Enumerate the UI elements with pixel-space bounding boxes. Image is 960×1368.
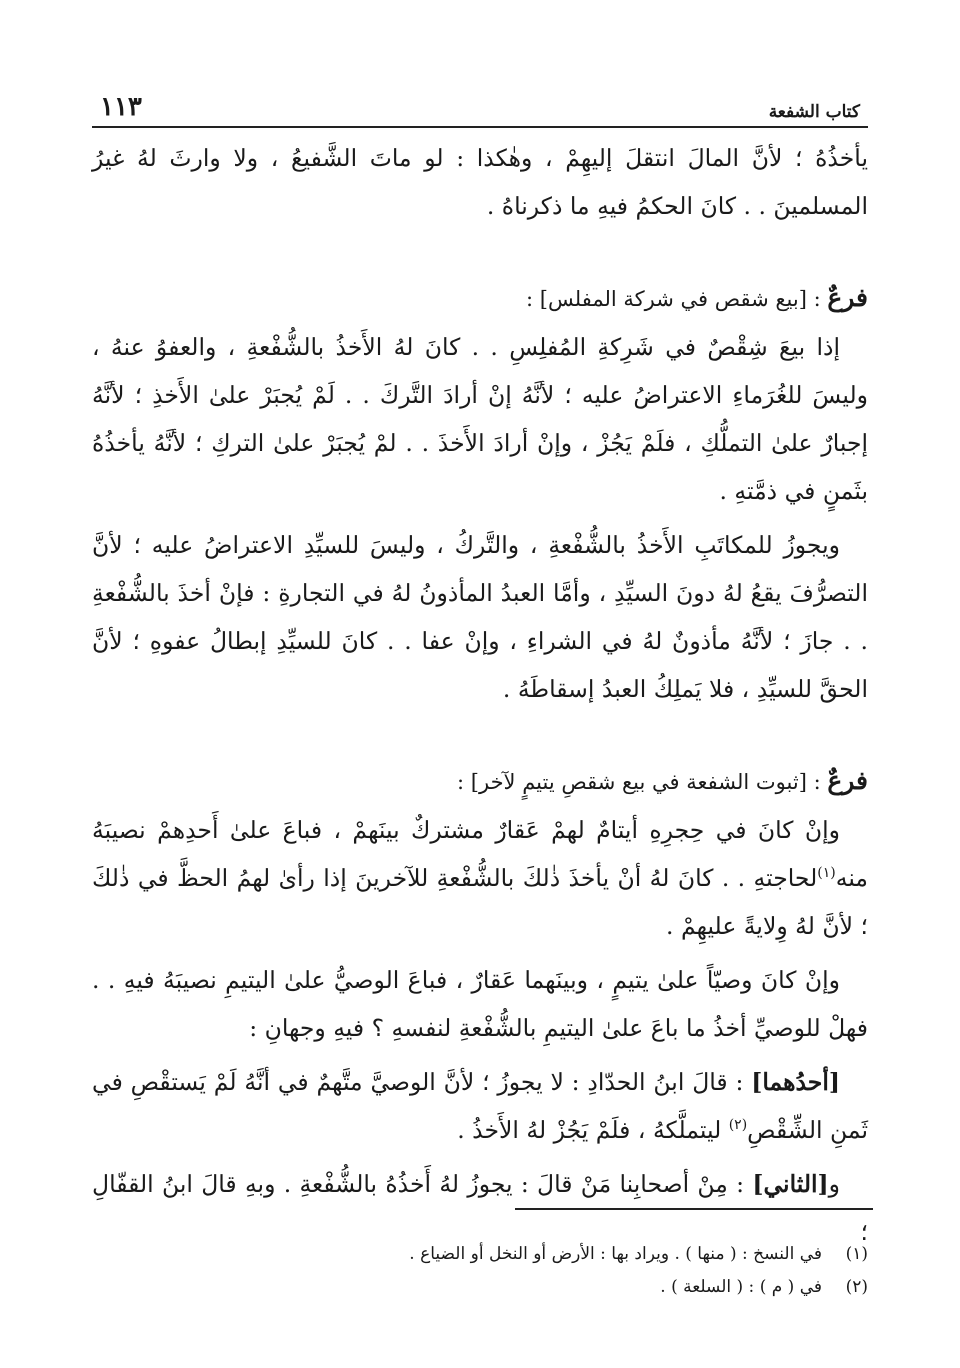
heading-text: : [ثبوت الشفعة في بيع شقصِ يتيمٍ لآخر] :: [457, 770, 828, 794]
paragraph: [92, 806, 868, 950]
book-title: كتاب الشفعة: [768, 102, 860, 122]
footnote-rule: [515, 1208, 873, 1210]
footnote: [92, 1238, 868, 1271]
header-rule: [92, 126, 868, 128]
heading-text: : [بيع شقص في شركة المفلس] :: [526, 287, 828, 311]
footnote-mark: (٢): [728, 1117, 748, 1134]
footnotes: [92, 1238, 868, 1304]
section-heading: [92, 757, 868, 806]
paragraph-text: لحاجتهِ . . كانَ لهُ أنْ يأخذَ ذٰلكَ بالشُّفْعةِ للآخرينَ إذا رأىٰ لهمُ الحظَّ في ذٰلكَ ؛ لأنَّ لهُ وِلايةً عليهِمْ .: [92, 864, 868, 940]
paragraph-text: : مِنْ أصحابِنا مَنْ قالَ : يجوزُ لهُ أَخذُهُ بالشُّفْعةِ . وبهِ قالَ ابنُ القفّالِ ؛: [92, 1170, 868, 1246]
paragraph-text: ليتملَّكهُ ، فلَمْ يَجُزْ لهُ الأَخذُ .: [457, 1116, 729, 1144]
page-number: ١١٣: [100, 92, 142, 122]
paragraph: [92, 1058, 868, 1154]
footnote-mark: (١): [817, 865, 836, 882]
page-body: [92, 134, 868, 1256]
footnote: [92, 1271, 868, 1304]
paragraph: وإنْ كانَ وصيّاً علىٰ يتيمٍ ، وبينَهما عَقارٌ ، فباعَ الوصيُّ علىٰ اليتيمِ نصيبَهُ فيهِ . . فهلْ للوصيِّ أخذُ ما باعَ علىٰ اليتيمِ بالشُّفْعةِ لنفسهِ ؟ فيهِ وجهانِ :: [92, 966, 868, 1042]
paragraph-text: وإنْ كانَ في حِجرِهِ أيتامٌ لهمْ عَقارٌ مشتركٌ بينَهمْ ، فباعَ علىٰ أَحدِهمْ نصيبَهُ منه: [92, 816, 868, 892]
footnote-number: (١): [845, 1244, 868, 1264]
footnote-text: في ( م ) : ( السلعة ) .: [660, 1277, 822, 1297]
heading-label: فرعٌ: [827, 283, 868, 312]
paragraph: ويجوزُ للمكاتَبِ الأَخذُ بالشُّفْعةِ ، والتَّركُ ، وليسَ للسيِّدِ الاعتراضُ عليه ؛ لأنَّ التصرُّفَ يقعُ لهُ دونَ السيِّدِ ، وأمَّا العبدُ المأذونُ لهُ في التجارةِ : فإنْ أخذَ بالشُّفْعةِ . . جازَ ؛ لأنَّهُ مأذونٌ لهُ في الشراءِ ، وإنْ عفا . . كانَ للسيِّدِ إبطالُ عفوهِ ؛ لأنَّ الحقَّ للسيِّدِ ، فلا يَملِكُ العبدُ إسقاطَهُ .: [92, 531, 868, 703]
paragraph: إذا بيعَ شِقْصٌ في شَرِكةِ المُفلِسِ . . كانَ لهُ الأَخذُ بالشُّفْعةِ ، والعفوُ عنهُ ، وليسَ للغُرَماءِ الاعتراضُ عليه ؛ لأنَّهُ إنْ أرادَ التَّركَ . . لَمْ يُجبَرْ علىٰ الأَخذِ ؛ لأنَّهُ إجبارٌ علىٰ التملُّكِ ، فلَمْ يَجُزْ ، وإنْ أرادَ الأَخذَ . . لمْ يُجبَرْ علىٰ التركِ ؛ لأنَّهُ يأخذُهُ بثَمنٍ في ذمَّتهِ .: [92, 333, 868, 505]
paragraph-text: و: [828, 1170, 840, 1198]
opinion-label: [الثاني]: [752, 1170, 829, 1198]
running-head: [92, 84, 868, 122]
heading-label: فرعٌ: [827, 766, 868, 795]
paragraph: يأخذُهُ ؛ لأنَّ المالَ انتقلَ إليهِمْ ، وهٰكذا : لو ماتَ الشَّفيعُ ، ولا وارثَ لهُ غيرُ المسلمينَ . . كانَ الحكمُ فيهِ ما ذكرناهُ .: [92, 144, 868, 220]
section-heading: [92, 274, 868, 323]
opinion-label: [أحدُهما]: [751, 1068, 840, 1096]
footnote-number: (٢): [845, 1277, 868, 1297]
footnote-text: في النسخ : ( منها ) . ويراد بها : الأرض أو النخل أو الضياع .: [409, 1244, 822, 1264]
page: [92, 84, 868, 1256]
paragraph-text: : قالَ ابنُ الحدّادِ : لا يجوزُ ؛ لأنَّ الوصيَّ متَّهمٌ في أنَّهُ لَمْ يَستقْصِ في ثَمنِ الشِّقْصِ: [92, 1068, 868, 1144]
